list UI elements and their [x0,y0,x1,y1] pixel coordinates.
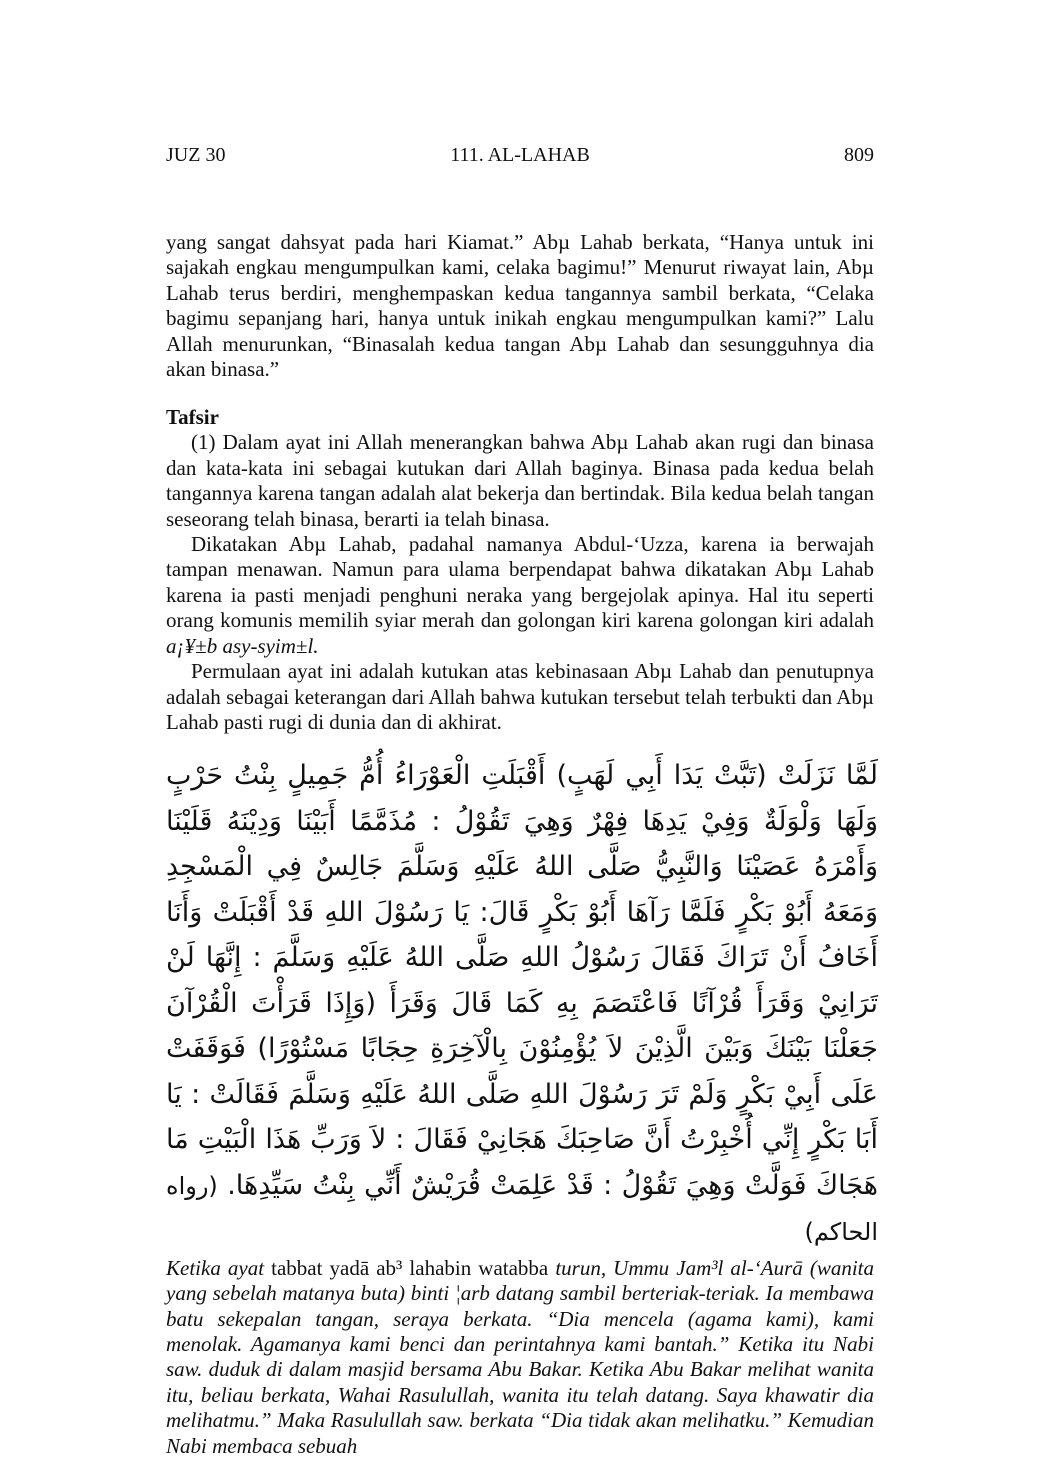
juz-label: JUZ 30 [166,144,226,166]
translation-part-3: turun, Ummu Jam³l al-‘Aurā (wanita yang sebelah matanya buta) binti ¦arb datang sambil berteriak-teriak. Ia membawa batu sekepalan tangan, seraya berkata. “Dia mencela (agama kami), kami menolak. Agamanya kami benci dan perintahnya kami bantah.” Ketika itu Nabi saw. duduk di dalam masjid bersama Abu Bakar. Ketika Abu Bakar melihat wanita itu, beliau berkata, Wahai Rasulullah, wanita itu telah datang. Saya khawatir dia melihatmu.” Maka Rasulullah saw. berkata “Dia tidak akan melihatku.” Kemudian Nabi membaca sebuah [166,1255,874,1458]
surah-title: 111. AL-LAHAB [450,144,590,166]
tafsir-paragraph-2-text: Dikatakan Abµ Lahab, padahal namanya Abdul-‘Uzza, karena ia berwajah tampan menawan. Namun para ulama berpendapat bahwa dikatakan Abµ Lahab karena ia pasti menjadi penghuni neraka yang bergejolak apinya. Hal itu seperti orang komunis memilih syiar merah dan golongan kiri karena golongan kiri adalah [166,532,874,633]
translation-part-1: Ketika ayat [166,1255,265,1280]
arabic-hadith [166,753,878,1256]
tafsir-paragraph-3: Permulaan ayat ini adalah kutukan atas kebinasaan Abµ Lahab dan penutupnya adalah sebagai keterangan dari Allah bahwa kutukan tersebut telah terbukti dan Abµ Lahab pasti rugi di dunia dan di akhirat. [166,659,874,734]
body-text [166,230,879,1459]
book-page [166,144,879,1459]
page-number: 809 [844,144,874,166]
arabic-hadith-text: لَمَّا نَزَلَتْ (تَبَّتْ يَدَا أَبِي لَهَبٍ) أَقْبَلَتِ الْعَوْرَاءُ أُمُّ جَمِيلٍ بِنْتُ حَرْبٍ وَلَهَا وَلْوَلَةٌ وَفِيْ يَدِهَا فِهْرٌ وَهِيَ تَقُوْلُ : مُذَمَّمًا أَبَيْنَا وَدِيْنَهُ قَلَيْنَا وَأَمْرَهُ عَصَيْنَا وَالنَّبِيُّ صَلَّى اللهُ عَلَيْهِ وَسَلَّمَ جَالِسٌ فِي الْمَسْجِدِ وَمَعَهُ أَبُوْ بَكْرٍ فَلَمَّا رَآهَا أَبُوْ بَكْرٍ قَالَ: يَا رَسُوْلَ اللهِ قَدْ أَقْبَلَتْ وَأَنَا أَخَافُ أَنْ تَرَاكَ فَقَالَ رَسُوْلُ اللهِ صَلَّى اللهُ عَلَيْهِ وَسَلَّمَ : إِنَّهَا لَنْ تَرَانِيْ وَقَرَأَ قُرْآنًا فَاعْتَصَمَ بِهِ كَمَا قَالَ وَقَرَأَ (وَإِذَا قَرَأْتَ الْقُرْآنَ جَعَلْنَا بَيْنَكَ وَبَيْنَ الَّذِيْنَ لاَ يُؤْمِنُوْنَ بِالْآخِرَةِ حِجَابًا مَسْتُوْرًا) فَوَقَفَتْ عَلَى أَبِيْ بَكْرٍ وَلَمْ تَرَ رَسُوْلَ اللهِ صَلَّى اللهُ عَلَيْهِ وَسَلَّمَ فَقَالَتْ : يَا أَبَا بَكْرٍ إِنِّي أُخْبِرْتُ أَنَّ صَاحِبَكَ هَجَانِيْ فَقَالَ : لاَ وَرَبِّ هَذَا الْبَيْتِ مَا هَجَاكَ فَوَلَّتْ وَهِيَ تَقُوْلُ : قَدْ عَلِمَتْ قُرَيْشٌ أَنِّي بِنْتُ سَيِّدِهَا. [166,760,879,1201]
hadith-translation [166,1256,874,1459]
section-heading: Tafsir [166,405,219,430]
translation-verse: tabbat yadā ab³ lahabin watabba [271,1255,549,1280]
transliteration-term: a¡¥±b asy-syim±l. [166,633,319,658]
hadith-source: (رواه الحاكم) [166,1171,878,1247]
running-header [166,144,874,174]
tafsir-paragraph-1: (1) Dalam ayat ini Allah menerangkan bahwa Abµ Lahab akan rugi dan binasa dan kata-kata ini sebagai kutukan dari Allah baginya. Binasa pada kedua belah tangannya karena tangan adalah alat bekerja dan bertindak. Bila kedua belah tangan seseorang telah binasa, berarti ia telah binasa. [166,430,874,531]
tafsir-paragraph-2 [166,532,874,659]
intro-paragraph: yang sangat dahsyat pada hari Kiamat.” Abµ Lahab berkata, “Hanya untuk ini sajakah engkau mengumpulkan kami, celaka bagimu!” Menurut riwayat lain, Abµ Lahab terus berdiri, menghempaskan kedua tangannya sambil berkata, “Celaka bagimu sepanjang hari, hanya untuk inikah engkau mengumpulkan kami?” Lalu Allah menurunkan, “Binasalah kedua tangan Abµ Lahab dan sesungguhnya dia akan binasa.” [166,230,874,382]
